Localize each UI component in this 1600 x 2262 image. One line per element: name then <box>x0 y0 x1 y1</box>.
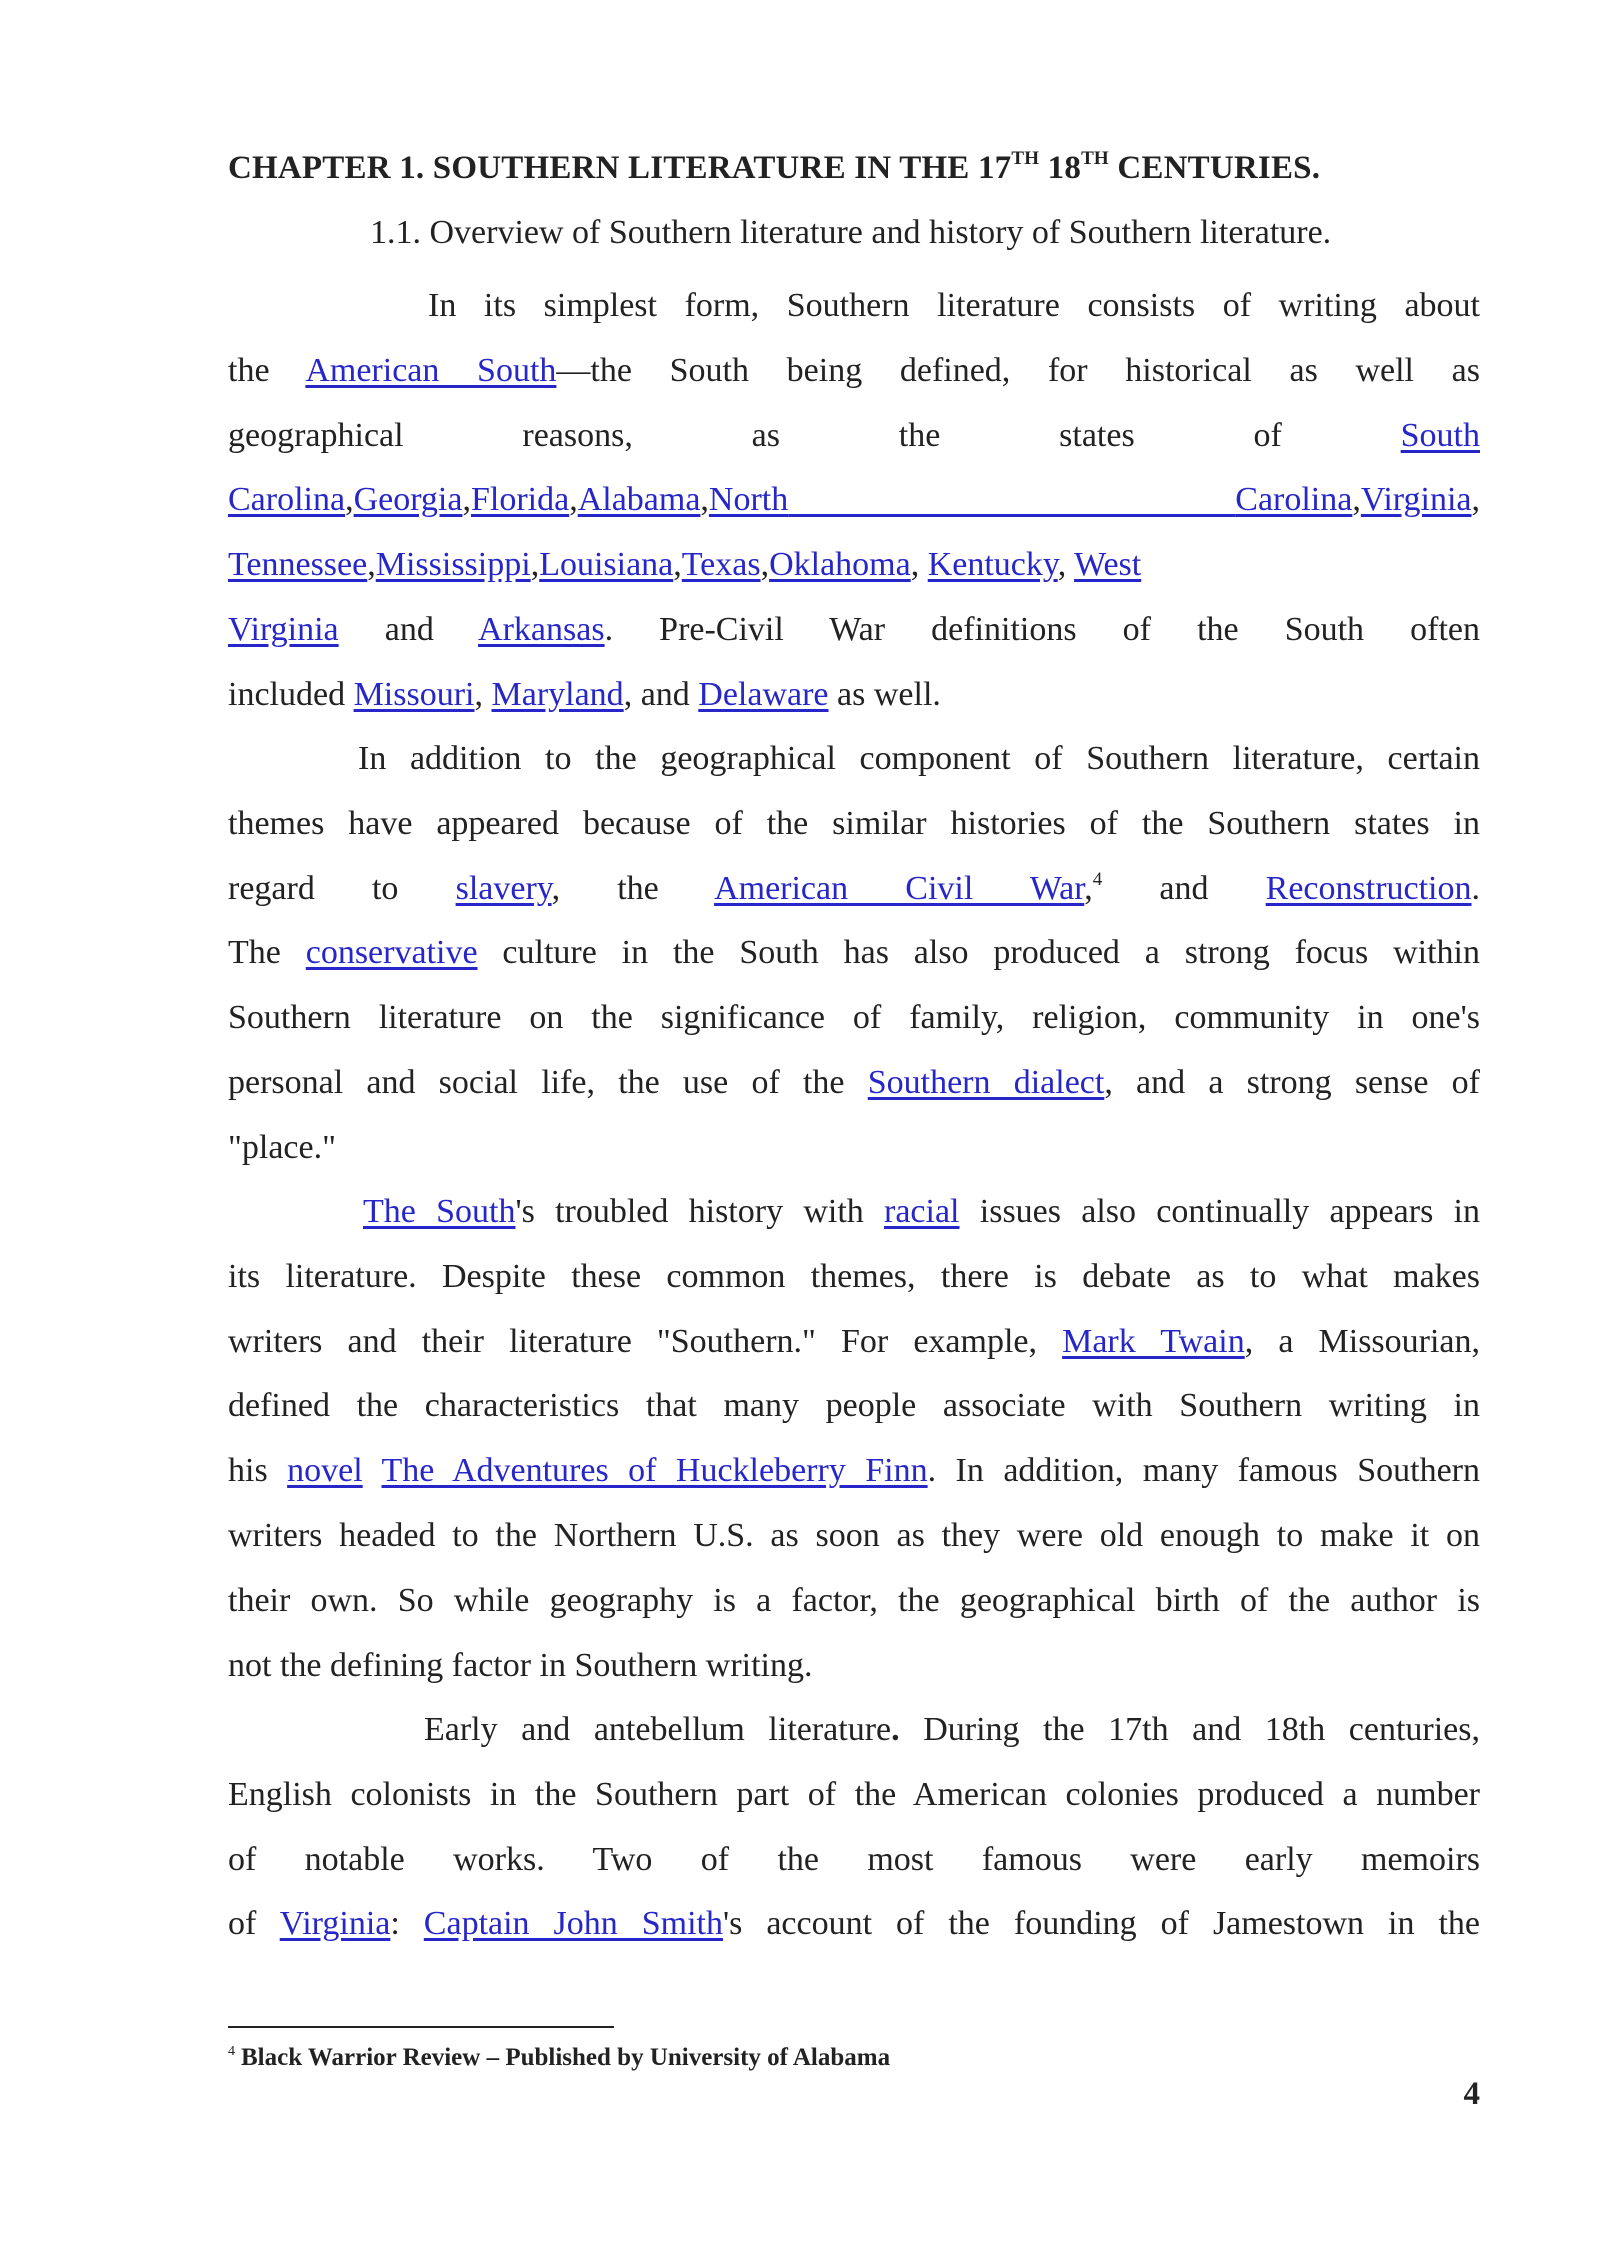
link-american-south[interactable]: American South <box>305 351 557 389</box>
link-west-virginia[interactable]: Virginia <box>228 610 339 648</box>
link-mark-twain[interactable]: Mark Twain <box>1062 1322 1245 1360</box>
text-line <box>228 1698 1480 1763</box>
text: defined the characteristics that many people associate with Southern writing in <box>228 1387 1480 1425</box>
text: themes have appeared because of the similar histories of the Southern states in <box>228 804 1480 842</box>
text: not the defining factor in Southern writing. <box>228 1646 813 1684</box>
chapter-heading <box>228 150 1320 187</box>
link-virginia[interactable]: Virginia <box>279 1905 391 1943</box>
text: his <box>228 1452 288 1490</box>
text-line <box>228 792 1480 857</box>
chapter-title-part: CHAPTER 1. SOUTHERN LITERATURE IN THE 17 <box>228 150 1012 186</box>
text-line: included Missouri, Maryland, and Delaware as well. <box>228 675 941 713</box>
ordinal-superscript: TH <box>1011 148 1040 169</box>
link-west-virginia[interactable]: West <box>1074 546 1142 584</box>
text: "place." <box>228 1128 336 1166</box>
link-missouri[interactable]: Missouri <box>353 675 475 713</box>
link-alabama[interactable]: Alabama <box>577 481 701 519</box>
text-line <box>228 1828 1480 1893</box>
text: The <box>228 934 306 972</box>
text: In addition to the geographical component of Southern literature, certain <box>358 740 1480 777</box>
link-slavery[interactable]: slavery <box>455 869 552 907</box>
link-mississippi[interactable]: Mississippi <box>375 546 531 584</box>
text-line <box>228 598 1480 663</box>
link-arkansas[interactable]: Arkansas <box>478 610 605 648</box>
text: . Pre-Civil War definitions of the South often <box>604 610 1480 648</box>
text: , and a strong sense of <box>1104 1063 1480 1101</box>
text: writers headed to the Northern U.S. as soon as they were old enough to make it on <box>228 1516 1480 1554</box>
text: included <box>228 675 354 713</box>
chapter-title-part: 18 <box>1039 150 1082 186</box>
text: In its simplest form, Southern literature consists of writing about <box>428 287 1480 324</box>
text: regard to <box>228 869 456 907</box>
link-huckleberry-finn[interactable]: The Adventures of Huckleberry Finn <box>381 1452 928 1490</box>
text: personal and social life, the use of the <box>228 1063 868 1101</box>
text-line <box>228 1051 1480 1116</box>
link-the-south[interactable]: The South <box>363 1193 516 1230</box>
text: Southern literature on the significance of family, religion, community in one's <box>228 999 1480 1037</box>
text: . <box>891 1711 900 1748</box>
text-line <box>228 1374 1480 1439</box>
text: the <box>228 351 306 389</box>
link-virginia[interactable]: Virginia <box>1360 481 1472 519</box>
text-line <box>228 1763 1480 1828</box>
text: geographical reasons, as the states of <box>228 416 1401 454</box>
link-text: North <box>708 481 789 519</box>
text-line <box>228 1634 1480 1699</box>
link-louisiana[interactable]: Louisiana <box>539 546 674 584</box>
link-kentucky[interactable]: Kentucky <box>927 546 1058 584</box>
text: , the <box>551 869 715 907</box>
text: . In addition, many famous Southern <box>927 1452 1480 1490</box>
chapter-title-part: CENTURIES. <box>1108 150 1321 186</box>
link-novel[interactable]: novel <box>287 1452 363 1490</box>
text: Early and antebellum literature <box>424 1711 892 1748</box>
text-line <box>228 921 1480 986</box>
section-heading: 1.1. Overview of Southern literature and history of Southern literature. <box>370 214 1332 251</box>
link-florida[interactable]: Florida <box>470 481 570 519</box>
text: as well. <box>828 675 941 713</box>
link-american-civil-war[interactable]: American Civil War <box>714 869 1085 907</box>
link-reconstruction[interactable]: Reconstruction <box>1265 869 1472 907</box>
text-line <box>228 986 1480 1051</box>
text: and <box>338 610 479 648</box>
footnote <box>228 2044 890 2072</box>
link-south-carolina[interactable]: Carolina <box>228 481 346 519</box>
link-oklahoma[interactable]: Oklahoma <box>769 546 911 584</box>
text: —the South being defined, for historical as well as <box>556 351 1480 389</box>
text-line <box>228 1569 1480 1634</box>
link-texas[interactable]: Texas <box>681 546 761 584</box>
footnote-separator <box>228 2026 614 2028</box>
link-georgia[interactable]: Georgia <box>353 481 463 519</box>
text-line <box>228 1892 1480 1957</box>
link-captain-john-smith[interactable]: Captain John Smith <box>423 1905 723 1943</box>
text: 's account of the founding of Jamestown in the <box>723 1905 1480 1943</box>
footnote-mark: 4 <box>228 2044 235 2059</box>
paragraph-3 <box>228 1180 1480 1698</box>
text-line <box>228 274 1480 339</box>
text: and <box>1102 869 1266 907</box>
footnote-text: Black Warrior Review – Published by University of Alabama <box>241 2044 891 2071</box>
text: writers and their literature "Southern." For example, <box>228 1322 1063 1360</box>
text: issues also continually appears in <box>959 1193 1480 1230</box>
text-line <box>228 1180 1480 1245</box>
text-line <box>228 339 1480 404</box>
link-maryland[interactable]: Maryland <box>491 675 624 713</box>
text-line <box>228 1310 1480 1375</box>
link-southern-dialect[interactable]: Southern dialect <box>867 1063 1105 1101</box>
text-line <box>228 1439 1480 1504</box>
link-tennessee[interactable]: Tennessee <box>228 546 368 584</box>
text-line <box>228 1116 1480 1181</box>
text: culture in the South has also produced a strong focus within <box>477 934 1481 972</box>
text: its literature. Despite these common themes, there is debate as to what makes <box>228 1257 1480 1295</box>
text: 's troubled history with <box>515 1193 885 1230</box>
text-line: regard to slavery, the American Civil War,$^4$ and Reconstruction. <box>228 868 1480 907</box>
paragraph-4 <box>228 1698 1480 1957</box>
text: of <box>228 1905 280 1943</box>
paragraph-1 <box>228 274 1480 728</box>
text-line <box>228 404 1480 469</box>
link-delaware[interactable]: Delaware <box>698 675 829 713</box>
text: of notable works. Two of the most famous were early memoirs <box>228 1840 1480 1878</box>
text-line: Tennessee,Mississippi,Louisiana,Texas,Oklahoma, Kentucky, West <box>228 546 1142 584</box>
link-south-carolina[interactable]: South <box>1400 416 1480 454</box>
text-line: Carolina,Georgia,Florida,Alabama,North Carolina,Virginia, <box>228 481 1480 519</box>
text: their own. So while geography is a factor, the geographical birth of the author is <box>228 1581 1480 1619</box>
text: , a Missourian, <box>1244 1322 1481 1360</box>
ordinal-superscript: TH <box>1081 148 1109 169</box>
text: : <box>390 1905 424 1943</box>
text-line <box>228 1245 1480 1310</box>
text-line <box>228 727 1480 792</box>
link-racial[interactable]: racial <box>884 1193 960 1230</box>
link-text: Carolina <box>1235 481 1353 519</box>
link-north-carolina[interactable] <box>709 481 1352 518</box>
text: During the 17th and 18th centuries, <box>899 1711 1481 1748</box>
link-conservative[interactable]: conservative <box>305 934 478 972</box>
text: , and <box>623 675 699 713</box>
paragraph-2 <box>228 727 1480 1181</box>
page-number: 4 <box>1463 2076 1480 2112</box>
text: English colonists in the Southern part of the American colonies produced a number <box>228 1775 1480 1813</box>
text-line <box>228 1504 1480 1569</box>
footnote-reference[interactable]: 4 <box>1092 868 1103 890</box>
